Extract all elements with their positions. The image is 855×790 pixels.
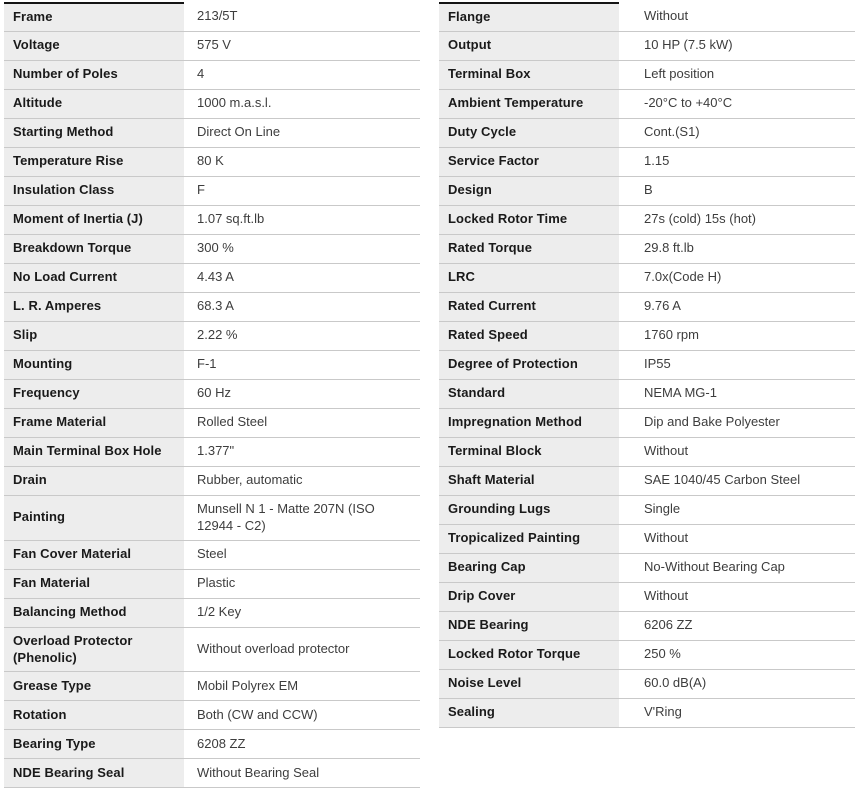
spec-value: 1.377" [197, 443, 235, 459]
spec-label: Output [439, 32, 619, 60]
spec-value: Mobil Polyrex EM [197, 678, 299, 693]
spec-label: Overload Protector (Phenolic) [4, 628, 184, 672]
spec-value: Rolled Steel [197, 414, 268, 430]
spec-row [4, 321, 420, 350]
spec-value: 6208 ZZ [197, 736, 246, 751]
spec-value: 4.43 A [197, 269, 234, 285]
spec-value: F [197, 182, 205, 198]
spec-label: L. R. Amperes [4, 293, 184, 321]
spec-row [439, 205, 855, 234]
spec-label: Terminal Box [439, 61, 619, 89]
spec-value: 6206 ZZ [644, 617, 693, 633]
spec-value: B [644, 182, 653, 198]
spec-value: 300 % [197, 240, 234, 256]
spec-row [4, 700, 420, 729]
spec-value: Without [644, 443, 689, 459]
spec-label: Design [439, 177, 619, 205]
spec-row [4, 598, 420, 627]
spec-value: Steel [197, 546, 227, 562]
spec-row [439, 89, 855, 118]
spec-value: Without [644, 8, 689, 23]
spec-label: Rated Speed [439, 322, 619, 350]
spec-label: Shaft Material [439, 467, 619, 495]
spec-label: Moment of Inertia (J) [4, 206, 184, 234]
spec-value: 27s (cold) 15s (hot) [644, 211, 756, 227]
spec-value: Left position [644, 66, 715, 82]
spec-row [439, 437, 855, 466]
spec-label: Impregnation Method [439, 409, 619, 437]
spec-value: 250 % [644, 646, 681, 662]
spec-label: Temperature Rise [4, 148, 184, 176]
spec-row [4, 205, 420, 234]
spec-row [439, 263, 855, 292]
spec-label: Mounting [4, 351, 184, 379]
spec-row [4, 176, 420, 205]
spec-label: Duty Cycle [439, 119, 619, 147]
spec-value: 60.0 dB(A) [644, 675, 707, 691]
spec-value: Dip and Bake Polyester [644, 414, 780, 430]
spec-row [439, 234, 855, 263]
spec-label: Fan Cover Material [4, 541, 184, 569]
spec-row [4, 292, 420, 321]
spec-value: Rubber, automatic [197, 472, 303, 488]
spec-label: Rated Torque [439, 235, 619, 263]
spec-row [4, 569, 420, 598]
spec-label: Locked Rotor Time [439, 206, 619, 234]
spec-label: Frame Material [4, 409, 184, 437]
spec-value: V'Ring [644, 704, 682, 720]
spec-label: Main Terminal Box Hole [4, 438, 184, 466]
spec-label: Breakdown Torque [4, 235, 184, 263]
spec-label: Balancing Method [4, 599, 184, 627]
spec-value: IP55 [644, 356, 671, 372]
spec-value: 10 HP (7.5 kW) [644, 37, 733, 53]
spec-label: Drip Cover [439, 583, 619, 611]
spec-row [4, 350, 420, 379]
spec-row [439, 669, 855, 698]
spec-value: 4 [197, 66, 205, 82]
spec-label: Insulation Class [4, 177, 184, 205]
spec-label: Degree of Protection [439, 351, 619, 379]
spec-label: Grounding Lugs [439, 496, 619, 524]
spec-label: Standard [439, 380, 619, 408]
spec-label: Starting Method [4, 119, 184, 147]
spec-row [4, 466, 420, 495]
spec-value: No-Without Bearing Cap [644, 559, 785, 575]
spec-label: LRC [439, 264, 619, 292]
spec-label: NDE Bearing Seal [4, 759, 184, 787]
spec-row [439, 292, 855, 321]
spec-row [439, 495, 855, 524]
spec-label: Terminal Block [439, 438, 619, 466]
spec-label: Bearing Cap [439, 554, 619, 582]
spec-row [4, 437, 420, 466]
spec-row [4, 234, 420, 263]
spec-label: Bearing Type [4, 730, 184, 758]
spec-row [439, 582, 855, 611]
spec-row [439, 408, 855, 437]
spec-row [439, 350, 855, 379]
spec-value: 1000 m.a.s.l. [197, 95, 272, 111]
spec-label: Tropicalized Painting [439, 525, 619, 553]
spec-label: Grease Type [4, 672, 184, 700]
spec-value: Without [644, 588, 689, 604]
spec-row [439, 31, 855, 60]
spec-value: Without overload protector [197, 641, 350, 657]
spec-label: Painting [4, 496, 184, 540]
spec-row [439, 524, 855, 553]
spec-row [4, 408, 420, 437]
spec-label: Slip [4, 322, 184, 350]
spec-value: Munsell N 1 - Matte 207N (ISO 12944 - C2) [197, 500, 375, 533]
spec-row [4, 60, 420, 89]
spec-row [439, 698, 855, 727]
spec-value: 7.0x(Code H) [644, 269, 722, 285]
spec-table-right [439, 2, 855, 728]
spec-row [4, 89, 420, 118]
spec-value: F-1 [197, 356, 217, 372]
spec-row [4, 495, 420, 540]
spec-row [439, 466, 855, 495]
spec-label: Number of Poles [4, 61, 184, 89]
spec-table-left [4, 2, 420, 788]
spec-value: 1760 rpm [644, 327, 699, 343]
spec-row [439, 147, 855, 176]
spec-row [4, 540, 420, 569]
spec-label: Rated Current [439, 293, 619, 321]
spec-label: No Load Current [4, 264, 184, 292]
spec-row [439, 2, 855, 31]
spec-row [4, 729, 420, 758]
spec-value: 1/2 Key [197, 604, 242, 620]
spec-value: 68.3 A [197, 298, 234, 314]
spec-label: Noise Level [439, 670, 619, 698]
spec-value: Without Bearing Seal [197, 765, 320, 780]
spec-value: Without [644, 530, 689, 546]
spec-value: Single [644, 501, 681, 517]
spec-row [439, 176, 855, 205]
spec-row [439, 60, 855, 89]
spec-row [439, 118, 855, 147]
spec-value: 29.8 ft.lb [644, 240, 694, 256]
spec-row [439, 321, 855, 350]
spec-label: Flange [439, 2, 619, 31]
spec-label: NDE Bearing [439, 612, 619, 640]
spec-label: Service Factor [439, 148, 619, 176]
spec-label: Voltage [4, 32, 184, 60]
spec-row [439, 640, 855, 669]
spec-row [4, 627, 420, 672]
spec-label: Frequency [4, 380, 184, 408]
spec-row [4, 147, 420, 176]
spec-row [4, 263, 420, 292]
spec-label: Drain [4, 467, 184, 495]
spec-value: 575 V [197, 37, 231, 53]
spec-value: 60 Hz [197, 385, 231, 401]
spec-label: Locked Rotor Torque [439, 641, 619, 669]
spec-row [439, 553, 855, 582]
spec-value: -20°C to +40°C [644, 95, 733, 111]
spec-value: 80 K [197, 153, 224, 169]
spec-label: Rotation [4, 701, 184, 729]
spec-row [4, 758, 420, 787]
spec-value: SAE 1040/45 Carbon Steel [644, 472, 801, 488]
spec-value: NEMA MG-1 [644, 385, 717, 401]
spec-value: Both (CW and CCW) [197, 707, 318, 722]
spec-row [439, 611, 855, 640]
spec-label: Altitude [4, 90, 184, 118]
spec-label: Fan Material [4, 570, 184, 598]
spec-value: 1.15 [644, 153, 670, 169]
spec-label: Sealing [439, 699, 619, 727]
spec-label: Ambient Temperature [439, 90, 619, 118]
spec-row [4, 2, 420, 31]
spec-row [4, 671, 420, 700]
spec-row [4, 118, 420, 147]
spec-label: Frame [4, 2, 184, 31]
spec-value: 1.07 sq.ft.lb [197, 211, 265, 227]
spec-row [439, 379, 855, 408]
spec-value: 213/5T [197, 8, 238, 23]
spec-row [4, 379, 420, 408]
spec-row [4, 31, 420, 60]
spec-value: Cont.(S1) [644, 124, 700, 140]
spec-value: Plastic [197, 575, 236, 591]
spec-value: 9.76 A [644, 298, 681, 314]
spec-value: 2.22 % [197, 327, 238, 343]
spec-value: Direct On Line [197, 124, 281, 140]
